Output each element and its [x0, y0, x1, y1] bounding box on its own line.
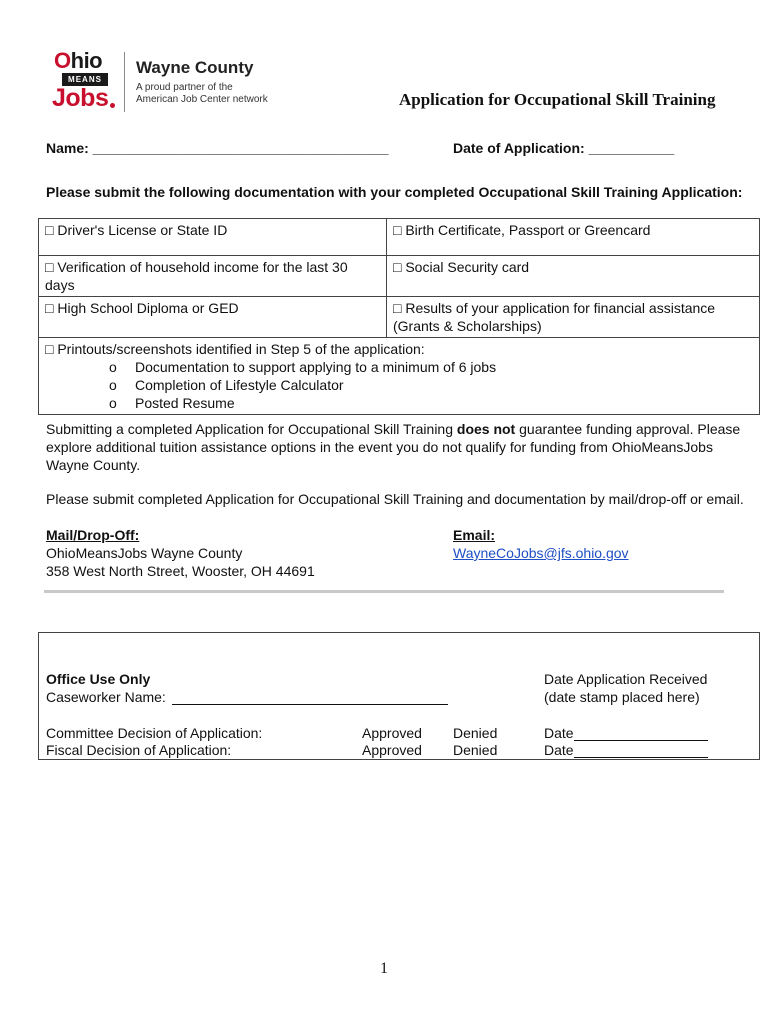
notice-part1: Submitting a completed Application for Occupational Skill Training	[46, 421, 457, 437]
documentation-instructions: Please submit the following documentation with your completed Occupational Skill Training Application:	[46, 184, 743, 200]
checklist-item-drivers-license[interactable]: □ Driver's License or State ID	[39, 219, 387, 256]
funding-notice	[46, 420, 746, 474]
name-field[interactable]: Name: ______________________________________	[46, 140, 389, 156]
logo-ohio-text	[54, 48, 102, 74]
notice-part2: guarantee funding approval. Please explore additional tuition assistance options in the event you do not qualify for funding from OhioMeansJobs Wayne County.	[46, 421, 741, 473]
logo-dot	[110, 103, 115, 108]
committee-date-label: Date	[544, 725, 574, 741]
logo-county-name: Wayne County	[136, 58, 254, 77]
checklist-item-birth-certificate[interactable]: □ Birth Certificate, Passport or Greencard	[387, 219, 760, 256]
fiscal-decision-label: Fiscal Decision of Application:	[46, 742, 232, 758]
fiscal-date-label: Date	[544, 742, 574, 758]
mail-address-line1: OhioMeansJobs Wayne County	[46, 545, 243, 561]
committee-approved-option[interactable]: Approved	[362, 725, 422, 741]
fiscal-denied-option[interactable]: Denied	[453, 742, 498, 758]
printout-sub-list	[45, 358, 753, 412]
checklist-item-income-verification[interactable]: □ Verification of household income for the last 30 days	[39, 256, 387, 297]
logo-means-badge: MEANS	[62, 73, 108, 86]
checklist-item-financial-results[interactable]: □ Results of your application for financial assistance (Grants & Scholarships)	[387, 297, 760, 338]
fiscal-date-underline	[574, 743, 708, 758]
mail-address-line2: 358 West North Street, Wooster, OH 44691	[46, 563, 315, 579]
date-received-label: Date Application Received	[544, 671, 708, 687]
fiscal-approved-option[interactable]: Approved	[362, 742, 422, 758]
logo-ohio-o: O	[54, 48, 71, 73]
section-divider	[44, 590, 724, 593]
checklist-item-printouts[interactable]	[39, 338, 760, 415]
committee-date-field[interactable]	[544, 724, 708, 742]
logo-divider	[124, 52, 125, 112]
checklist-item-diploma[interactable]: □ High School Diploma or GED	[39, 297, 387, 338]
email-link[interactable]: WayneCoJobs@jfs.ohio.gov	[453, 545, 629, 561]
logo-jobs-text: Jobs	[52, 84, 109, 112]
committee-denied-option[interactable]: Denied	[453, 725, 498, 741]
committee-date-underline	[574, 726, 708, 741]
printout-sub-item: o Documentation to support applying to a minimum of 6 jobs	[109, 358, 753, 376]
caseworker-underline	[172, 690, 448, 705]
mail-heading: Mail/Drop-Off:	[46, 527, 140, 543]
document-title: Application for Occupational Skill Training	[399, 90, 716, 109]
office-use-heading: Office Use Only	[46, 671, 151, 687]
printout-sub-item: o Completion of Lifestyle Calculator	[109, 376, 753, 394]
caseworker-field[interactable]	[46, 688, 448, 706]
logo-ohio-rest: hio	[70, 48, 103, 73]
email-heading: Email:	[453, 527, 496, 543]
logo-tagline-line1: A proud partner of the	[136, 82, 233, 93]
caseworker-label: Caseworker Name:	[46, 689, 166, 705]
date-stamp-note: (date stamp placed here)	[544, 689, 700, 705]
committee-decision-label: Committee Decision of Application:	[46, 725, 263, 741]
notice-emphasis: does not	[456, 421, 516, 437]
page-number: 1	[380, 960, 388, 977]
logo-tagline-line2: American Job Center network	[136, 94, 268, 105]
date-of-application-field[interactable]: Date of Application: ___________	[453, 140, 675, 156]
fiscal-date-field[interactable]	[544, 741, 708, 759]
documentation-checklist	[38, 218, 760, 415]
printouts-label: □ Printouts/screenshots identified in Step 5 of the application:	[45, 341, 425, 357]
printout-sub-item: o Posted Resume	[109, 394, 753, 412]
submission-instructions: Please submit completed Application for Occupational Skill Training and documentation by mail/drop-off or email.	[46, 491, 744, 507]
checklist-item-social-security[interactable]: □ Social Security card	[387, 256, 760, 297]
